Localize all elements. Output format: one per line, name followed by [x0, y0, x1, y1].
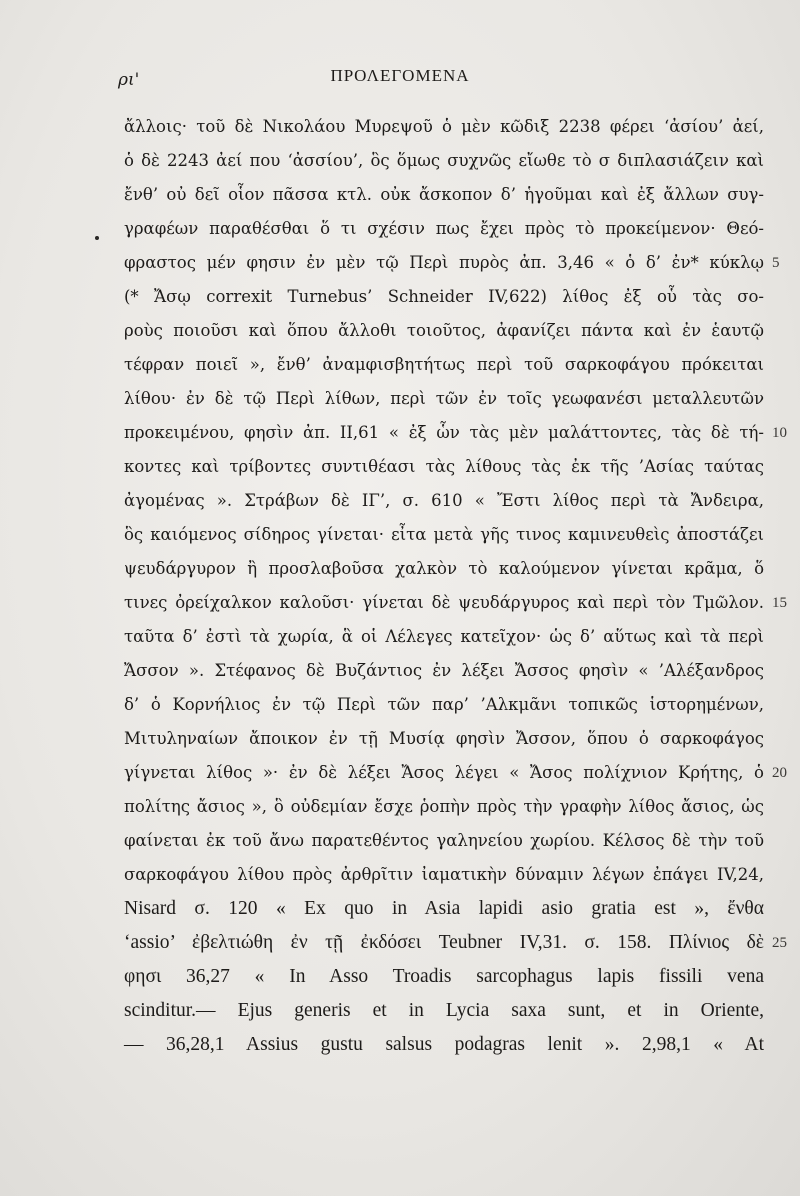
text-line: — 36,28,1 Assius gustu salsus podagras lenit ». 2,98,1 « At	[124, 1034, 764, 1055]
page-header	[0, 60, 800, 90]
text-line: κοντες καὶ τρίβοντες συντιθέασι τὰς λίθους τὰς ἐκ τῆς ’Ασίας ταύτας	[124, 457, 764, 476]
text-line: Nisard σ. 120 « Ex quo in Asia lapidi asio gratia est », ἔνθα	[124, 898, 764, 919]
text-line: πολίτης ἄσιος », ὃ οὐδεμίαν ἔσχε ῥοπὴν πρὸς τὴν γραφὴν λίθος ἄσιος, ὡς	[124, 797, 764, 816]
text-line: λίθου· ἐν δὲ τῷ Περὶ λίθων, περὶ τῶν ἐν τοῖς γεωφανέσι μεταλλευτῶν	[124, 389, 764, 408]
text-line: δ’ ὁ Κορνήλιος ἐν τῷ Περὶ τῶν παρ’ ’Αλκμᾶνι τοπικῶς ἱστορημένων,	[124, 695, 764, 714]
text-line: ἔνθ’ οὐ δεῖ οἷον πᾶσσα κτλ. οὐκ ἄσκοπον δ’ ἡγοῦμαι καὶ ἐξ ἄλλων συγ-	[124, 185, 764, 204]
text-line: προκειμένου, φησὶν ἀπ. II,61 « ἐξ ὧν τὰς μὲν μαλάττοντες, τὰς δὲ τή-	[124, 423, 764, 442]
text-line: φαίνεται ἐκ τοῦ ἄνω παρατεθέντος γαληνείου χωρίου. Κέλσος δὲ τὴν τοῦ	[124, 831, 764, 850]
text-line: ὃς καιόμενος σίδηρος γίνεται· εἶτα μετὰ γῆς τινος καμινευθεὶς ἀποστάζει	[124, 525, 764, 544]
margin-line-number: 10	[772, 425, 787, 441]
text-line: Μιτυληναίων ἄποικον ἐν τῇ Μυσίᾳ φησὶν Ἄσσον, ὅπου ὁ σαρκοφάγος	[124, 729, 764, 748]
text-line: τέφραν ποιεῖ », ἔνθ’ ἀναμφισβητήτως περὶ τοῦ σαρκοφάγου πρόκειται	[124, 355, 764, 374]
running-title: ΠΡΟΛΕΓΟΜΕΝΑ	[330, 66, 470, 85]
margin-line-number: 15	[772, 595, 787, 611]
text-line: ἀγομένας ». Στράβων δὲ ΙΓ’, σ. 610 « Ἔστι λίθος περὶ τὰ Ἄνδειρα,	[124, 491, 764, 510]
text-line: ἄλλοις· τοῦ δὲ Νικολάου Μυρεψοῦ ὁ μὲν κῶδιξ 2238 φέρει ‘ἀσίου’ ἀεί,	[124, 117, 764, 136]
text-line: scinditur.— Ejus generis et in Lycia saxa sunt, et in Oriente,	[124, 1000, 764, 1021]
margin-line-number: 5	[772, 255, 780, 271]
text-line: γίγνεται λίθος »· ἐν δὲ λέξει Ἄσος λέγει « Ἄσος πολίχνιον Κρήτης, ὁ	[124, 763, 764, 782]
text-line: ταῦτα δ’ ἐστὶ τὰ χωρία, ἃ οἱ Λέλεγες κατεῖχον· ὡς δ’ αὕτως καὶ τὰ περὶ	[124, 627, 764, 646]
text-line: τινες ὀρείχαλκον καλοῦσι· γίνεται δὲ ψευδάργυρος καὶ περὶ τὸν Τμῶλον.	[124, 593, 764, 612]
text-line: ψευδάργυρον ἢ προσλαβοῦσα χαλκὸν τὸ καλούμενον γίνεται κρᾶμα, ὅ	[124, 559, 764, 578]
text-line: (* Ἄσῳ correxit Turnebus’ Schneider IV,622) λίθος ἐξ οὗ τὰς σο-	[124, 287, 764, 306]
text-line: σαρκοφάγου λίθου πρὸς ἀρθρῖτιν ἰαματικὴν δύναμιν λέγων ἐπάγει IV,24,	[124, 865, 764, 884]
text-line: φησι 36,27 « In Asso Troadis sarcophagus lapis fissili vena	[124, 966, 764, 987]
text-line: γραφέων παραθέσθαι ὅ τι σχέσιν πως ἔχει πρὸς τὸ προκείμενον· Θεό-	[124, 219, 764, 238]
text-line: ‘assio’ ἐβελτιώθη ἐν τῇ ἐκδόσει Teubner IV,31. σ. 158. Πλίνιος δὲ	[124, 932, 764, 953]
margin-line-number: 25	[772, 935, 787, 951]
margin-line-number: 20	[772, 765, 787, 781]
text-line: ὁ δὲ 2243 ἀεί που ‘ἀσσίου’, ὃς ὅμως συχνῶς εἴωθε τὸ σ διπλασιάζειν καὶ	[124, 151, 764, 170]
text-line: Ἄσσον ». Στέφανος δὲ Βυζάντιος ἐν λέξει Ἄσσος φησὶν « ’Αλέξανδρος	[124, 661, 764, 680]
text-line: ροὺς ποιοῦσι καὶ ὅπου ἄλλοθι τοιοῦτος, ἀφανίζει πάντα καὶ ἐν ἑαυτῷ	[124, 321, 764, 340]
margin-dot	[95, 236, 99, 240]
body-text	[124, 110, 764, 1062]
page-number: ρι'	[118, 70, 140, 90]
text-line: φραστος μέν φησιν ἐν μὲν τῷ Περὶ πυρὸς ἀπ. 3,46 « ὁ δ’ ἐν* κύκλῳ	[124, 253, 764, 272]
